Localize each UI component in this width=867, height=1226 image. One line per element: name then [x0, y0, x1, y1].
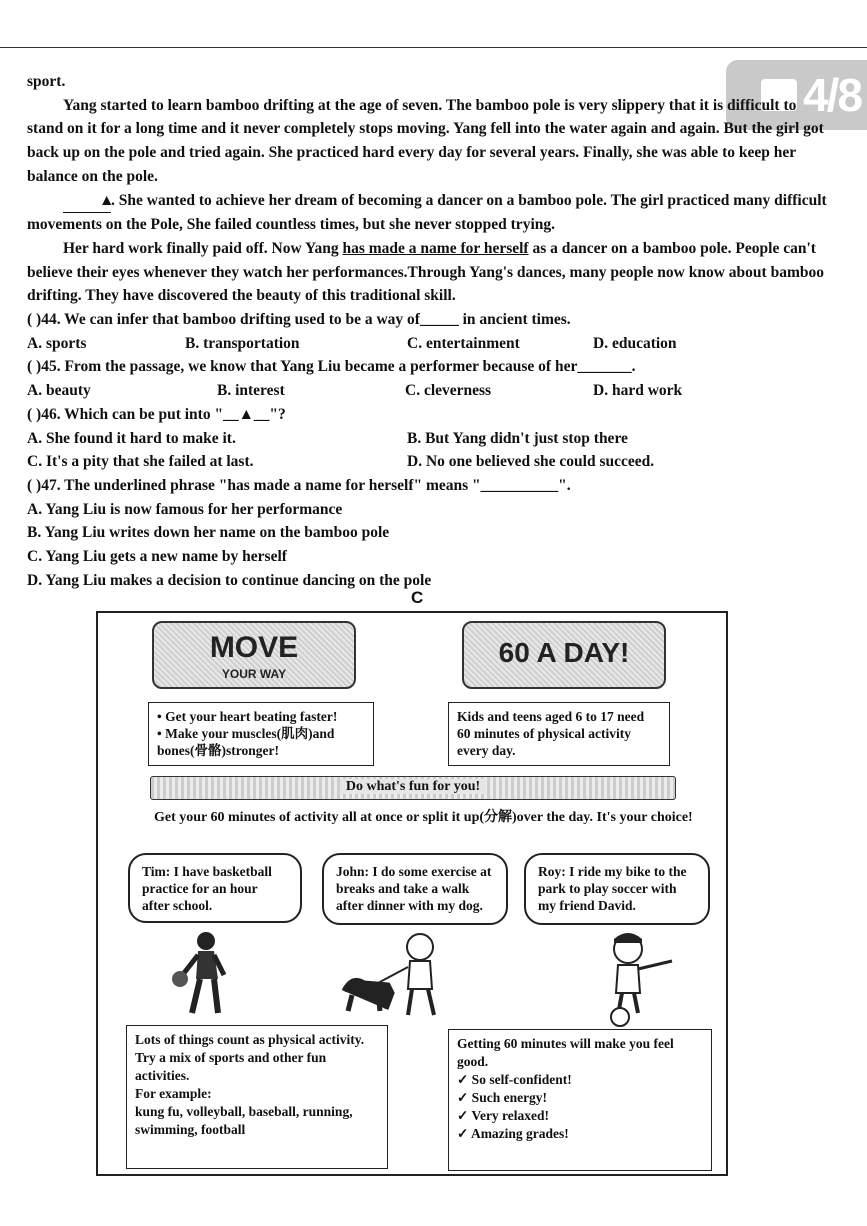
question-44: ( )44. We can infer that bamboo drifting used to be a way of_____ in ancient times. [27, 311, 571, 329]
q45-option-b: B. interest [217, 382, 285, 400]
bubble-tim: Tim: I have basketball practice for an hour after school. [128, 853, 302, 923]
q47-option-c: C. Yang Liu gets a new name by herself [27, 548, 287, 566]
boy-with-soccer-ball-icon [598, 931, 688, 1027]
passage-paragraph-2 [27, 189, 827, 237]
page-badge-text: 4/8 [803, 69, 861, 121]
top-rule [0, 47, 867, 48]
feel-good-intro: Getting 60 minutes will make you feel good. [457, 1036, 674, 1069]
q46-option-a: A. She found it hard to make it. [27, 429, 236, 447]
banner-move-sub: YOUR WAY [221, 667, 287, 681]
passage-paragraph-2-text: . She wanted to achieve her dream of becoming a dancer on a bamboo pole. The girl practiced many difficult movements on the Pole, She failed countless times, but she never stopped trying. [27, 191, 827, 234]
passage-top: sport. [27, 73, 66, 90]
q47-option-b: B. Yang Liu writes down her name on the bamboo pole [27, 524, 390, 542]
fun-bar-text: Do what's fun for you! [340, 779, 486, 794]
q44-option-d: D. education [593, 334, 677, 352]
benefits-box [148, 702, 374, 766]
p3-b: as a dancer on a bamboo pole. People can't believe their eyes whenever they watch her performances.Through Yang's dances, many people now know about bamboo drifting. They have discovered the beauty of this traditional skill. [27, 239, 824, 305]
q47-option-d: D. Yang Liu makes a decision to continue dancing on the pole [27, 571, 432, 589]
q45-option-d: D. hard work [593, 382, 683, 400]
examples-line-3: For example: [135, 1086, 212, 1101]
feel-good-box [448, 1029, 712, 1171]
banner-60-a-day: 60 A DAY! [462, 621, 666, 689]
benefit-1: • Get your heart beating faster! [157, 709, 338, 724]
banner-move-your-way [152, 621, 356, 689]
feel-good-item-3: ✓ Very relaxed! [457, 1108, 550, 1123]
feel-good-item-4: ✓ Amazing grades! [457, 1126, 569, 1141]
q46-option-d: D. No one believed she could succeed. [407, 453, 655, 471]
q46-option-b: B. But Yang didn't just stop there [407, 429, 628, 447]
p3-a: Her hard work finally paid off. Now Yang [63, 239, 343, 257]
q44-options [27, 332, 827, 356]
fun-bar [150, 776, 676, 800]
q47-option-a: A. Yang Liu is now famous for her performance [27, 500, 343, 518]
q45-option-c: C. cleverness [405, 382, 492, 400]
q44-option-b: B. transportation [185, 334, 300, 352]
q45-option-a: A. beauty [27, 382, 91, 400]
section-label: C [411, 588, 424, 607]
reading-passage [27, 70, 827, 592]
poster-intro: Get your 60 minutes of activity all at once or split it up(分解)over the day. It's your choice! [154, 810, 693, 825]
activity-examples-box [126, 1025, 388, 1169]
underlined-phrase: has made a name for herself [342, 239, 529, 257]
blank-marker: ▲ [63, 189, 111, 214]
q46-option-c: C. It's a pity that she failed at last. [27, 453, 254, 471]
examples-line-2: Try a mix of sports and other fun activities. [135, 1050, 327, 1083]
feel-good-item-2: ✓ Such energy! [457, 1090, 548, 1105]
question-45: ( )45. From the passage, we know that Yang Liu became a performer because of her_______. [27, 358, 636, 376]
examples-line-4: kung fu, volleyball, baseball, running, swimming, football [135, 1104, 353, 1137]
boy-with-dog-icon [338, 931, 448, 1023]
question-47: ( )47. The underlined phrase "has made a name for herself" means "__________". [27, 476, 571, 494]
passage-paragraph-1: Yang started to learn bamboo drifting at the age of seven. The bamboo pole is very slippery that it is difficult to stand on it for a long time and it never completely stops moving. Yang fell into the water again and again. But the girl got back up on the pole and tried again. She practiced hard every day for several years. Finally, she was able to keep her balance on the pole. [27, 96, 824, 185]
banner-move-title: MOVE [209, 631, 299, 664]
activity-poster [96, 611, 728, 1176]
benefit-2: • Make your muscles(肌肉)and bones(骨骼)stronger! [157, 726, 335, 758]
requirement-box: Kids and teens aged 6 to 17 need 60 minutes of physical activity every day. [448, 702, 670, 766]
q44-option-c: C. entertainment [407, 334, 520, 352]
q45-options [27, 379, 827, 403]
examples-line-1: Lots of things count as physical activity. [135, 1032, 365, 1047]
basketball-player-icon [162, 929, 240, 1019]
bubble-john: John: I do some exercise at breaks and take a walk after dinner with my dog. [322, 853, 508, 925]
question-46: ( )46. Which can be put into "__▲__"? [27, 405, 286, 423]
bubble-roy: Roy: I ride my bike to the park to play soccer with my friend David. [524, 853, 710, 925]
passage-paragraph-3 [27, 237, 827, 308]
feel-good-item-1: ✓ So self-confident! [457, 1072, 572, 1087]
q46-options-row1 [27, 427, 827, 451]
q44-option-a: A. sports [27, 334, 87, 352]
q46-options-row2 [27, 450, 827, 474]
